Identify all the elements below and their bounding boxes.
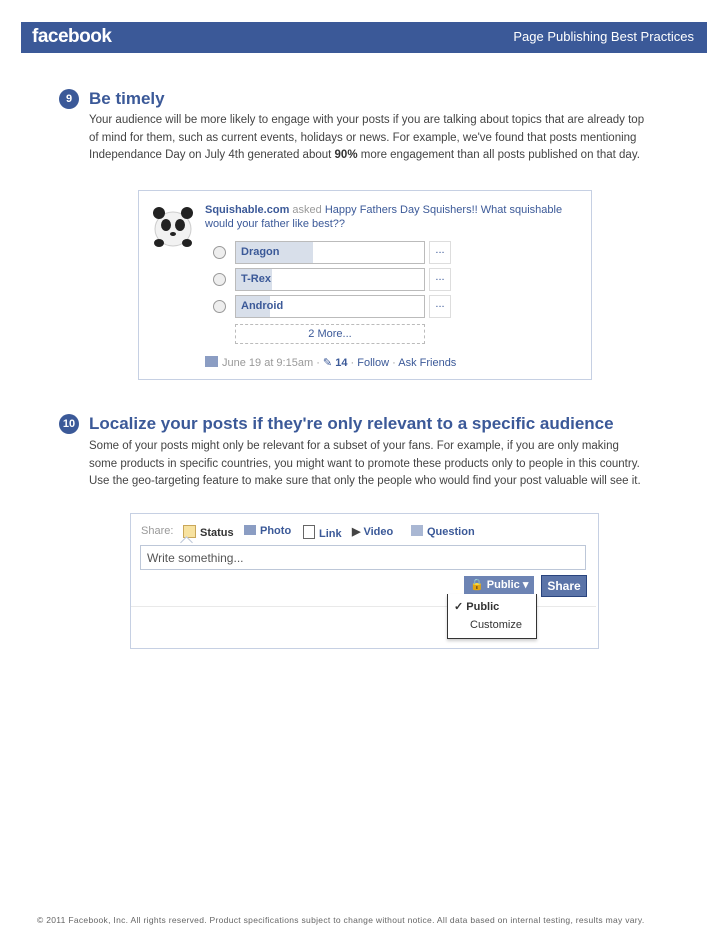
follow-link[interactable]: Follow — [357, 357, 390, 369]
poll-icon — [205, 356, 218, 367]
option-menu-button[interactable]: ... — [429, 268, 451, 291]
privacy-menu — [447, 594, 537, 639]
link-icon — [303, 525, 315, 539]
poll-screenshot: Squishable.com asked Happy Fathers Day Squishers!! What squishable would your father like best?? Dragon ... T-Rex ... Android ... 2 More... June 19 at 9:15am · ✎ 14 · Follow · Ask Friends — [138, 190, 592, 380]
footer-copyright: © 2011 Facebook, Inc. All rights reserved. Product specifications subject to change without notice. All data based on internal testing, results may vary. — [37, 915, 645, 925]
status-input[interactable]: Write something... — [140, 545, 586, 570]
radio-button[interactable] — [213, 300, 226, 313]
section-9-number: 9 — [59, 89, 79, 109]
ask-friends-link[interactable]: Ask Friends — [398, 357, 457, 369]
tab-video[interactable]: ▶ Video — [352, 526, 394, 538]
check-icon: ✓ — [454, 601, 464, 613]
poll-question-line: Squishable.com asked Happy Fathers Day Squishers!! What squishable would your father like best?? — [205, 204, 563, 230]
poll-meta: June 19 at 9:15am · ✎ 14 · Follow · Ask Friends — [205, 356, 456, 369]
tab-status[interactable]: Status — [183, 525, 234, 539]
poll-author-link[interactable]: Squishable.com — [205, 204, 290, 216]
tab-question[interactable]: Question — [411, 525, 475, 538]
menu-item-public[interactable]: ✓ Public — [454, 601, 500, 613]
option-menu-button[interactable]: ... — [429, 295, 451, 318]
panda-avatar — [149, 201, 197, 249]
document-title: Page Publishing Best Practices — [513, 29, 694, 44]
section-9-body: Your audience will be more likely to engage with your posts if you are talking about topics that are already top of mind for them, such as current events, holidays or news. For example, we've found that posts mentioning Independance Day on July 4th generated about 90% more engagement than all posts published on that day. — [89, 114, 645, 161]
chevron-down-icon: ▾ — [522, 579, 529, 591]
section-10-number: 10 — [59, 414, 79, 434]
menu-item-customize[interactable]: Customize — [470, 619, 522, 631]
more-options-link[interactable]: 2 More... — [235, 324, 425, 344]
option-menu-button[interactable]: ... — [429, 241, 451, 264]
comment-icon[interactable]: ✎ — [322, 357, 333, 369]
section-10-heading: Localize your posts if they're only relevant to a specific audience — [89, 414, 614, 433]
lock-icon: 🔒 — [470, 579, 484, 591]
privacy-dropdown[interactable]: 🔒 Public ▾ — [464, 576, 534, 594]
poll-question[interactable]: Happy Fathers Day Squishers!! What squishable would your father like best?? — [205, 204, 563, 230]
composer-screenshot — [130, 513, 599, 649]
tab-link[interactable]: Link — [303, 525, 342, 540]
question-icon — [411, 525, 423, 536]
tab-photo[interactable]: Photo — [244, 525, 291, 537]
post-date[interactable]: June 19 at 9:15am — [222, 357, 314, 369]
radio-button[interactable] — [213, 246, 226, 259]
radio-button[interactable] — [213, 273, 226, 286]
stat-highlight: 90% — [334, 149, 358, 161]
video-icon: ▶ — [352, 526, 361, 538]
share-button[interactable]: Share — [541, 575, 587, 597]
share-label: Share: — [141, 525, 174, 537]
vote-count[interactable]: 14 — [335, 357, 348, 369]
facebook-logo: facebook — [32, 26, 112, 47]
section-9-heading: Be timely — [89, 89, 165, 108]
header-bar — [21, 22, 707, 53]
section-10-body: Some of your posts might only be relevant for a subset of your fans. For example, if you are only making some products in specific countries, you might want to promote these products only to people in this country. Use the geo-targeting feature to make sure that only the people who would find your post valuable will see it. — [89, 440, 641, 487]
photo-icon — [244, 525, 256, 535]
